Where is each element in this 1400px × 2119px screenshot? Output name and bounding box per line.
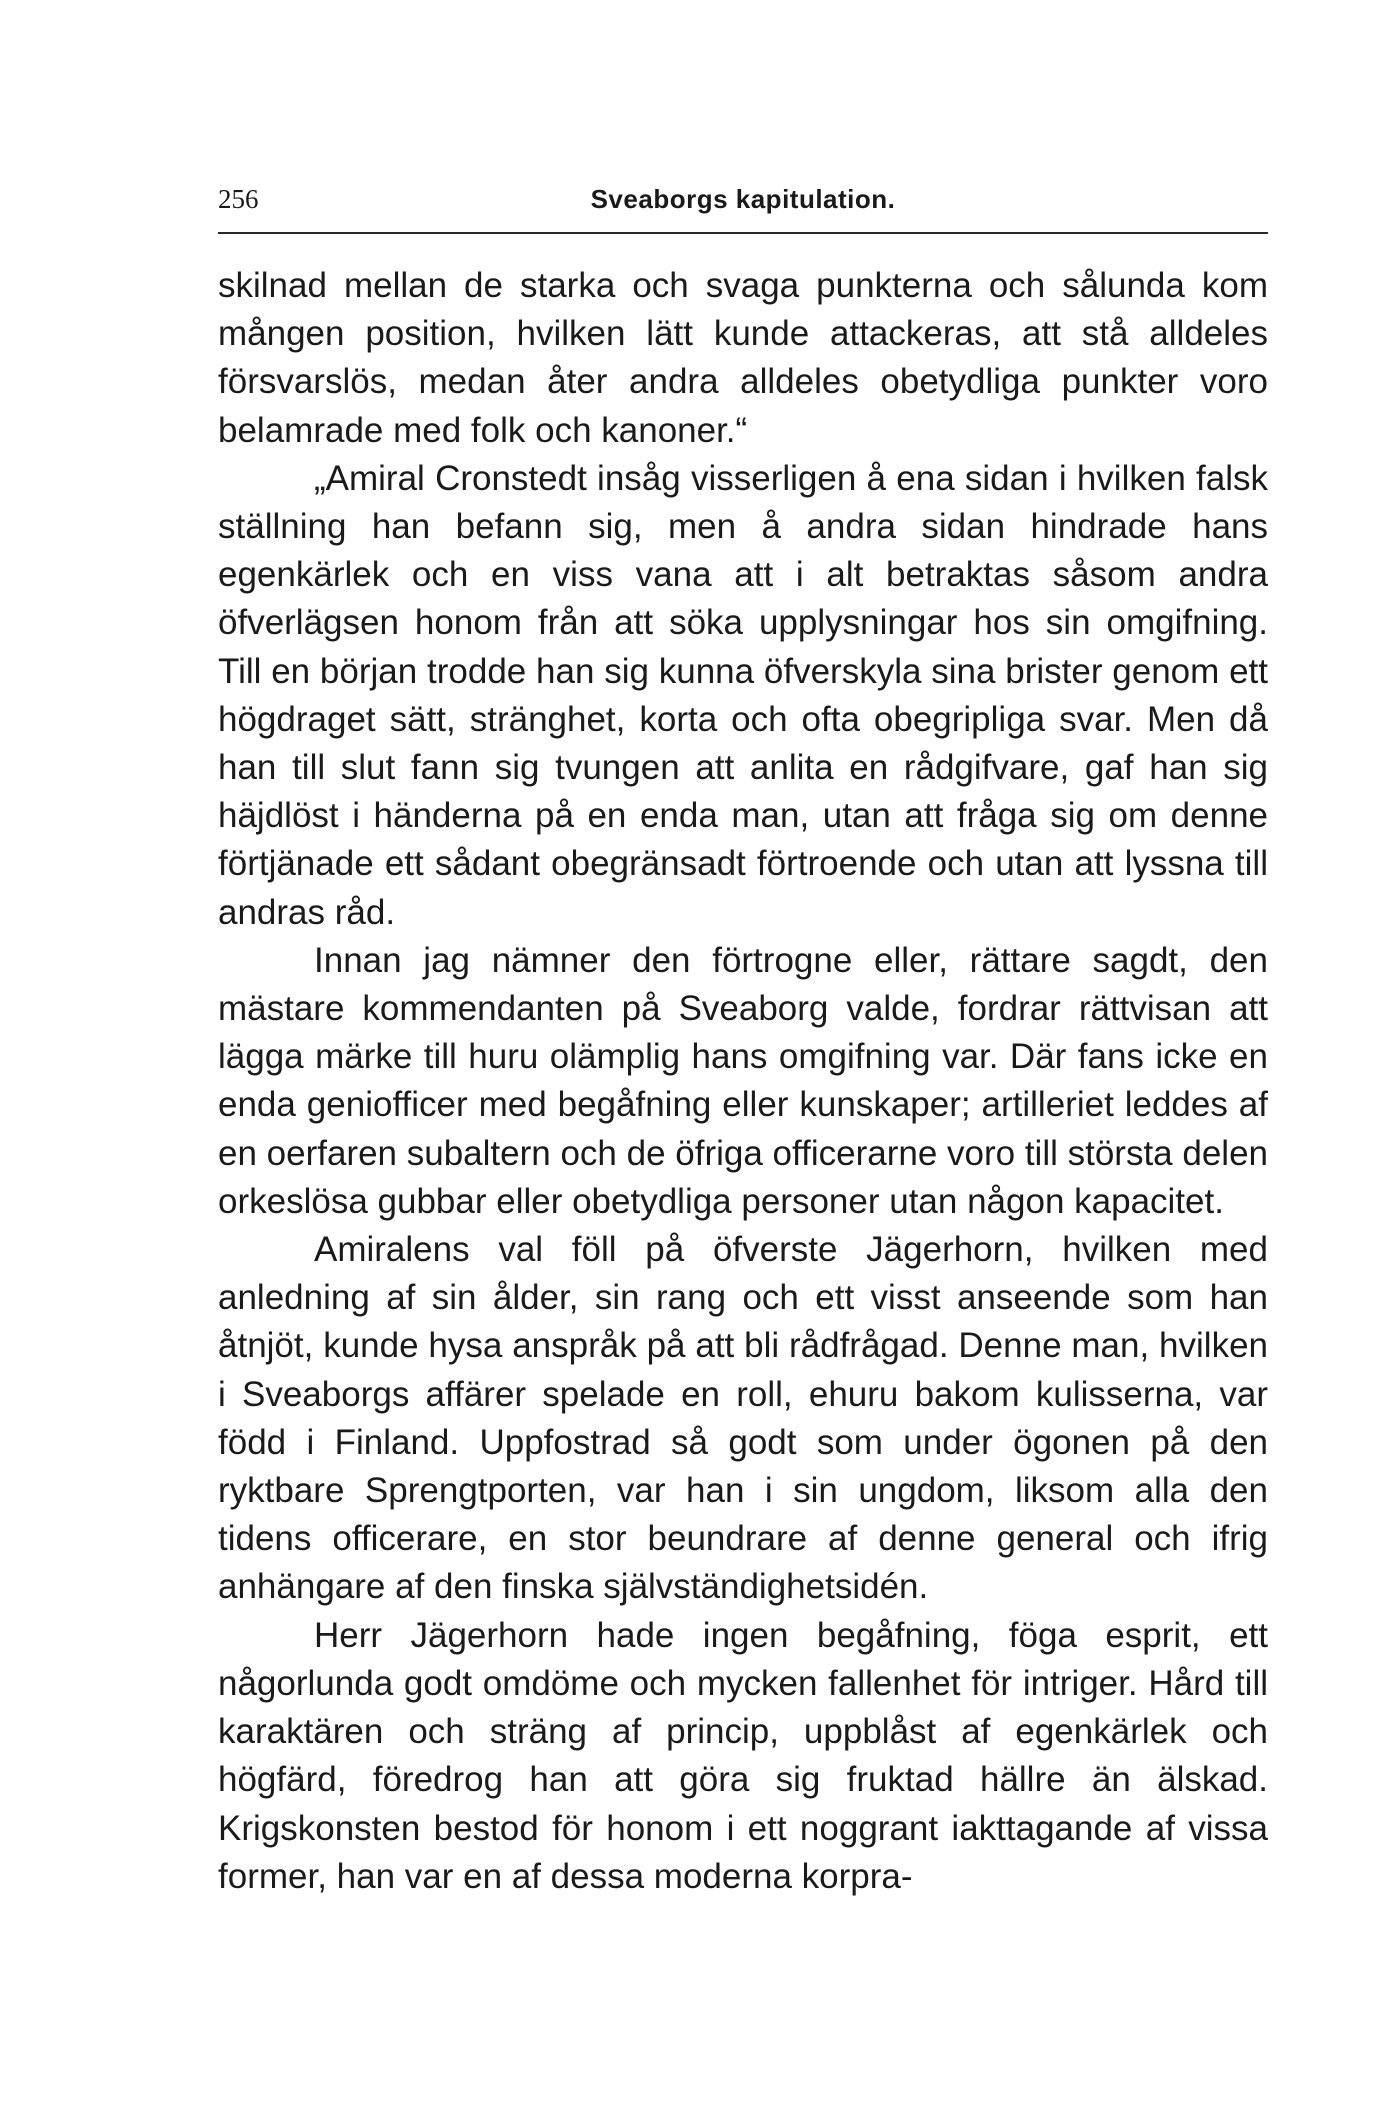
paragraph-3: Innan jag nämner den förtrogne eller, rättare sagdt, den mästare kommendanten på Sveaborg valde, fordrar rättvisan att lägga märke till huru olämplig hans omgifning var. Där fans icke en enda geniofficer med begåfning eller kunskaper; artilleriet leddes af en oerfaren subaltern och de öfriga officerarne voro till största delen orkeslösa gubbar eller obetydliga personer utan någon kapacitet. [218,940,1268,1221]
paragraph-5: Herr Jägerhorn hade ingen begåfning, föga esprit, ett någorlunda godt omdöme och mycken fallenhet för intriger. Hård till karaktären och sträng af princip, uppblåst af egenkärlek och högfärd, föredrog han att göra sig fruktad hällre än älskad. Krigskonsten bestod för honom i ett noggrant iakttagande af vissa former, han var en af dessa moderna korpra- [218,1615,1268,1896]
paragraph-2: „Amiral Cronstedt insåg visserligen å ena sidan i hvilken falsk ställning han befann sig, men å andra sidan hindrade hans egenkärlek och en viss vana att i alt betraktas såsom andra öfverlägsen honom från att söka upplysningar hos sin omgifning. Till en början trodde han sig kunna öfverskyla sina brister genom ett högdraget sätt, stränghet, korta och ofta obegripliga svar. Men då han till slut fann sig tvungen att anlita en rådgifvare, gaf han sig häjdlöst i händerna på en enda man, utan att fråga sig om denne förtjänade ett sådant obegränsadt förtroende och utan att lyssna till andras råd. [218,458,1268,932]
body-text [218,262,1268,1901]
paragraph-4: Amiralens val föll på öfverste Jägerhorn, hvilken med anledning af sin ålder, sin rang och ett visst anseende som han åtnjöt, kunde hysa anspråk på att bli rådfrågad. Denne man, hvilken i Sveaborgs affärer spelade en roll, ehuru bakom kulisserna, var född i Finland. Uppfostrad så godt som under ögonen på den ryktbare Sprengtporten, var han i sin ungdom, liksom alla den tidens officerare, en stor beundrare af denne general och ifrig anhängare af den finska självständighetsidén. [218,1230,1268,1607]
book-page [218,0,1268,2119]
page-header [218,178,1268,220]
paragraph-1: skilnad mellan de starka och svaga punkterna och sålunda kom mången position, hvilken lätt kunde attackeras, att stå alldeles försvarslös, medan åter andra alldeles obetydliga punkter voro belamrade med folk och kanoner.“ [218,266,1268,450]
header-rule [218,232,1268,234]
running-title: Sveaborgs kapitulation. [590,184,896,214]
page-number: 256 [218,184,259,214]
